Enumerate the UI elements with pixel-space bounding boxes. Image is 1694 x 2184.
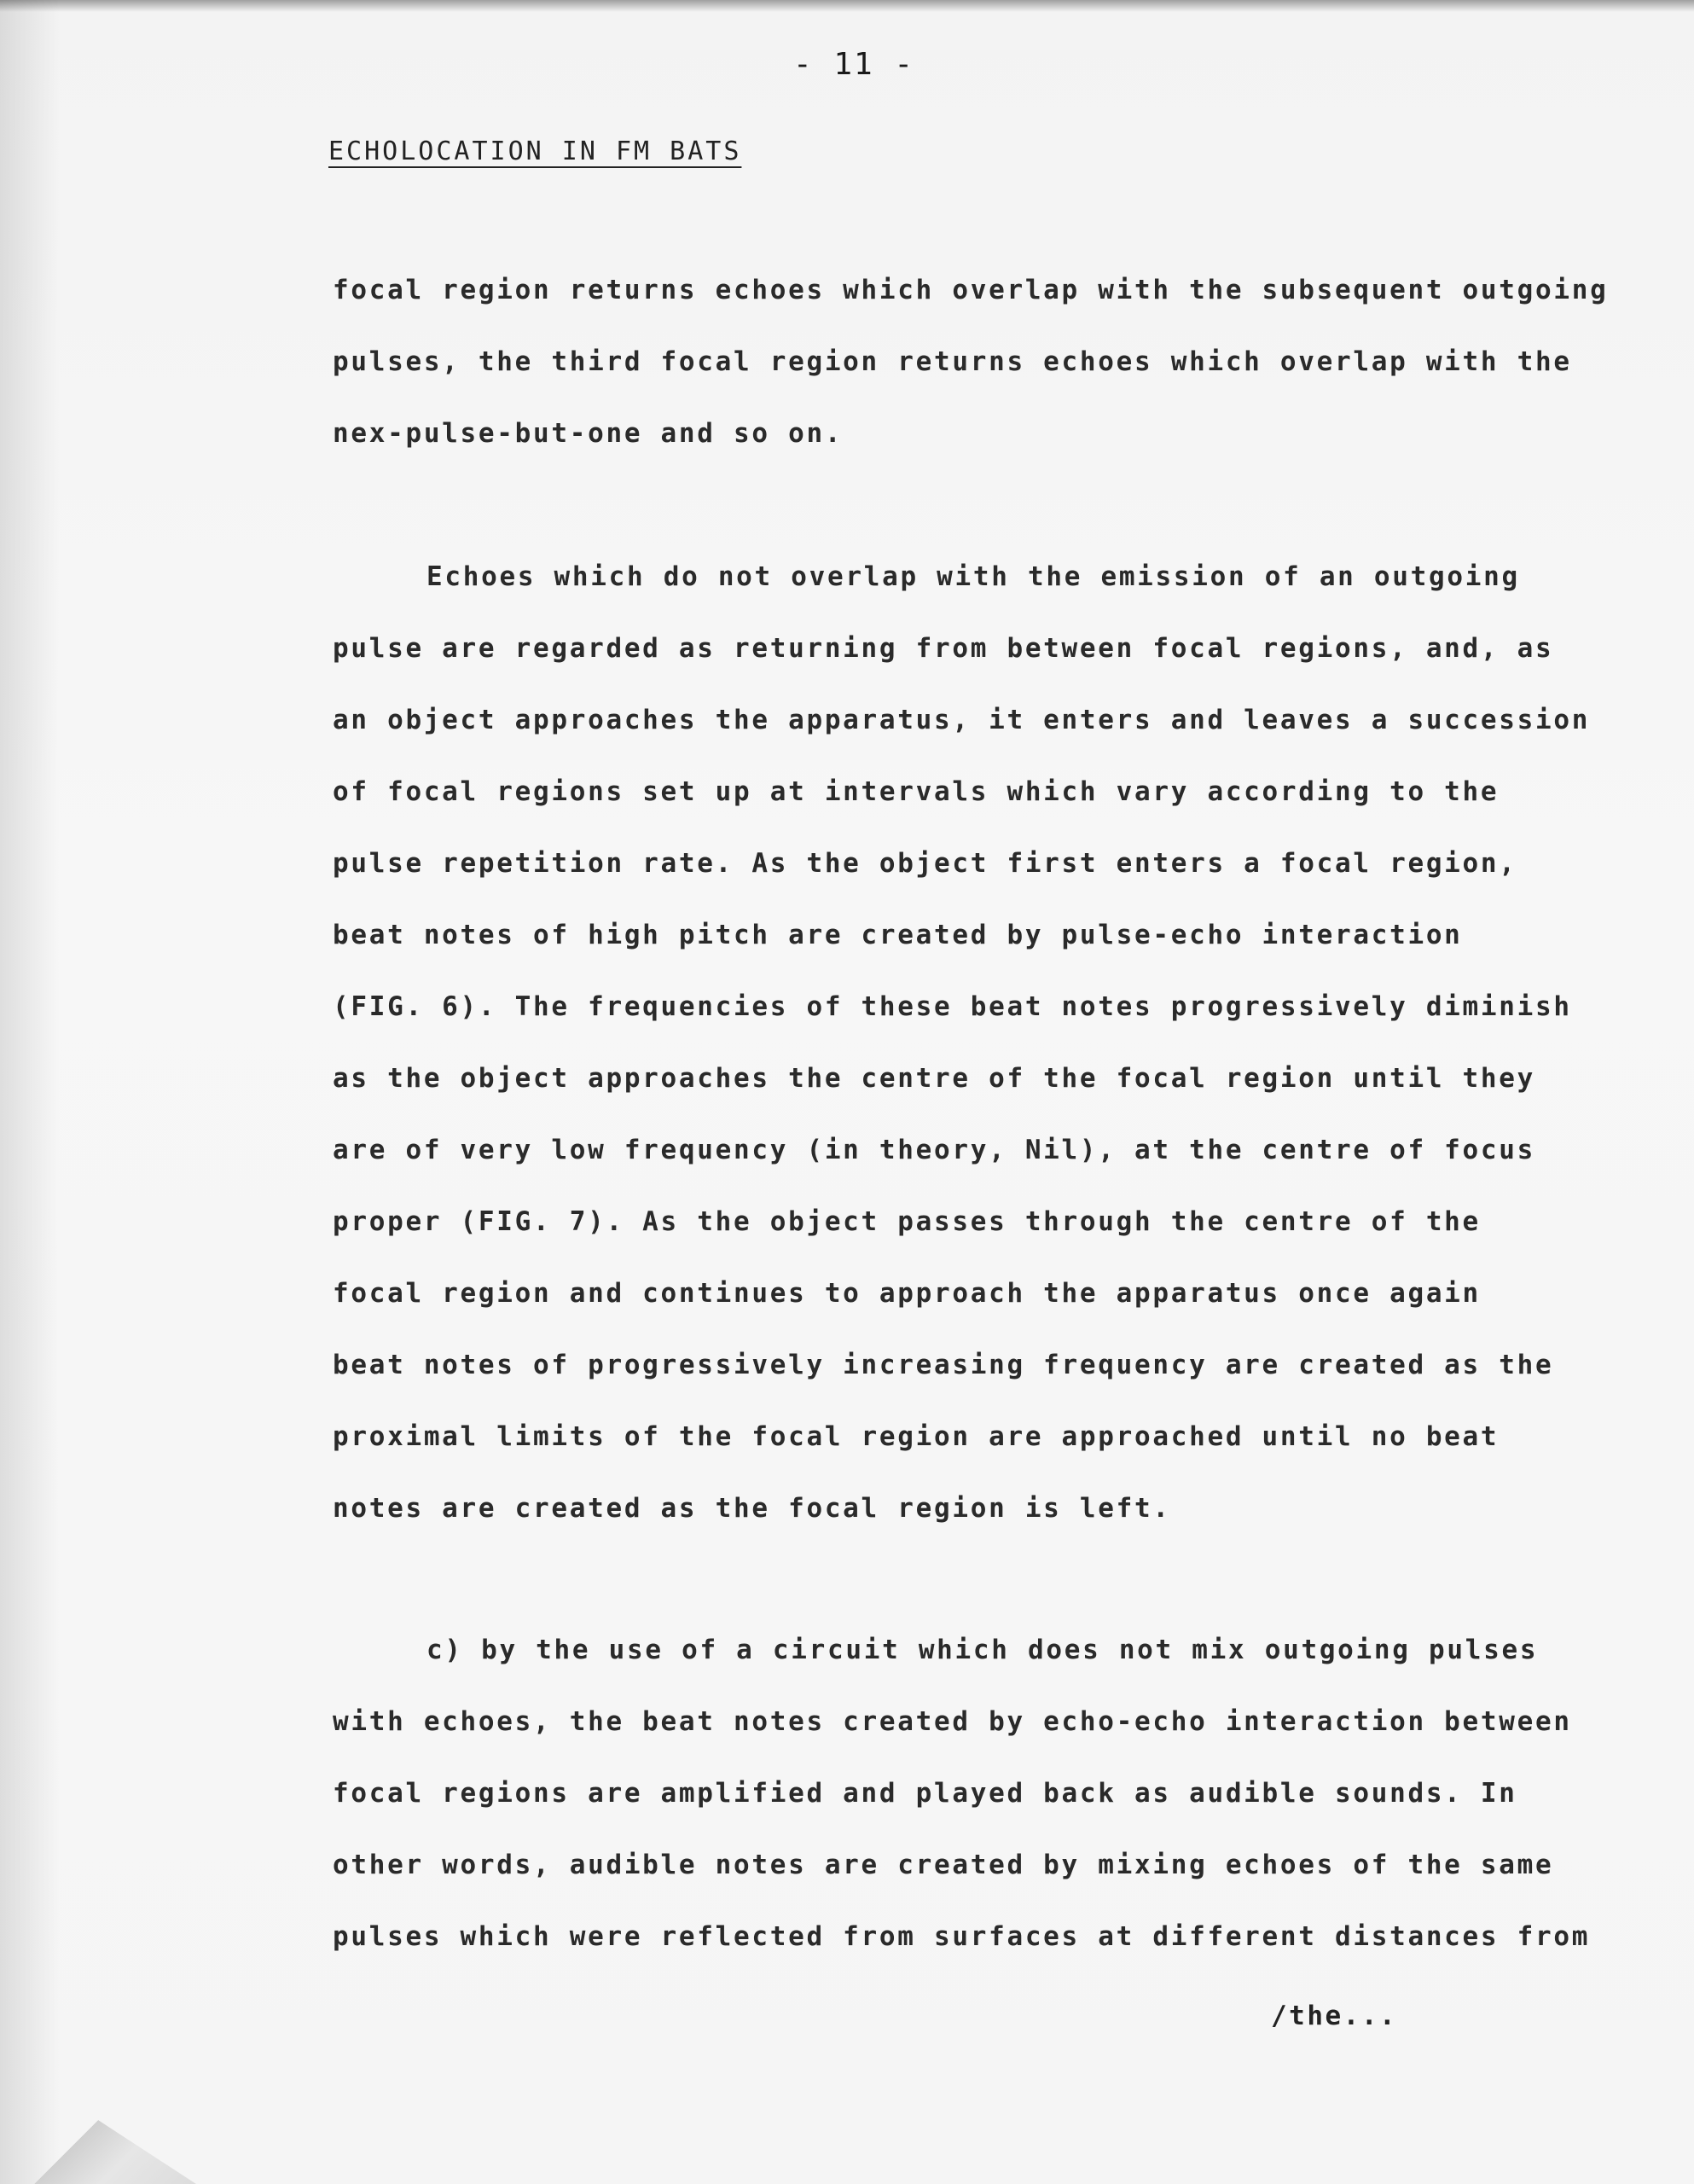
text-line: focal regions are amplified and played back as audible sounds. In — [333, 1778, 1517, 1809]
text-line: focal region and continues to approach the apparatus once again — [333, 1278, 1481, 1309]
text-line: proper (FIG. 7). As the object passes through the centre of the — [333, 1206, 1481, 1237]
folded-corner — [0, 2056, 196, 2184]
text-line: focal region returns echoes which overlap with the subsequent outgoing — [333, 275, 1609, 305]
text-line: of focal regions set up at intervals which vary according to the — [333, 776, 1500, 807]
text-line: (FIG. 6). The frequencies of these beat notes progressively diminish — [333, 991, 1572, 1022]
page-heading: ECHOLOCATION IN FM BATS — [328, 136, 742, 166]
text-line: an object approaches the apparatus, it enters and leaves a succession — [333, 705, 1591, 735]
text-line: are of very low frequency (in theory, Nil), at the centre of focus — [333, 1135, 1535, 1165]
text-line: as the object approaches the centre of the focal region until they — [333, 1063, 1535, 1094]
page-number: - 11 - — [793, 47, 915, 82]
text-line: pulse are regarded as returning from between focal regions, and, as — [333, 633, 1554, 664]
continuation-marker: /the... — [1271, 2001, 1398, 2031]
text-line: pulses which were reflected from surfaces at different distances from — [333, 1921, 1591, 1952]
text-line: notes are created as the focal region is left. — [333, 1493, 1171, 1524]
text-line: other words, audible notes are created by mixing echoes of the same — [333, 1850, 1554, 1880]
text-line: beat notes of high pitch are created by pulse-echo interaction — [333, 920, 1463, 950]
text-line: beat notes of progressively increasing frequency are created as the — [333, 1350, 1554, 1380]
text-line: nex-pulse-but-one and so on. — [333, 418, 844, 449]
text-line: pulse repetition rate. As the object first enters a focal region, — [333, 848, 1517, 879]
text-line: c) by the use of a circuit which does not mix outgoing pulses — [426, 1635, 1539, 1665]
text-line: Echoes which do not overlap with the emission of an outgoing — [426, 561, 1520, 592]
page-edge-shadow — [0, 0, 60, 2184]
text-line: with echoes, the beat notes created by echo-echo interaction between — [333, 1706, 1572, 1737]
text-line: pulses, the third focal region returns echoes which overlap with the — [333, 346, 1572, 377]
text-line: proximal limits of the focal region are approached until no beat — [333, 1421, 1500, 1452]
